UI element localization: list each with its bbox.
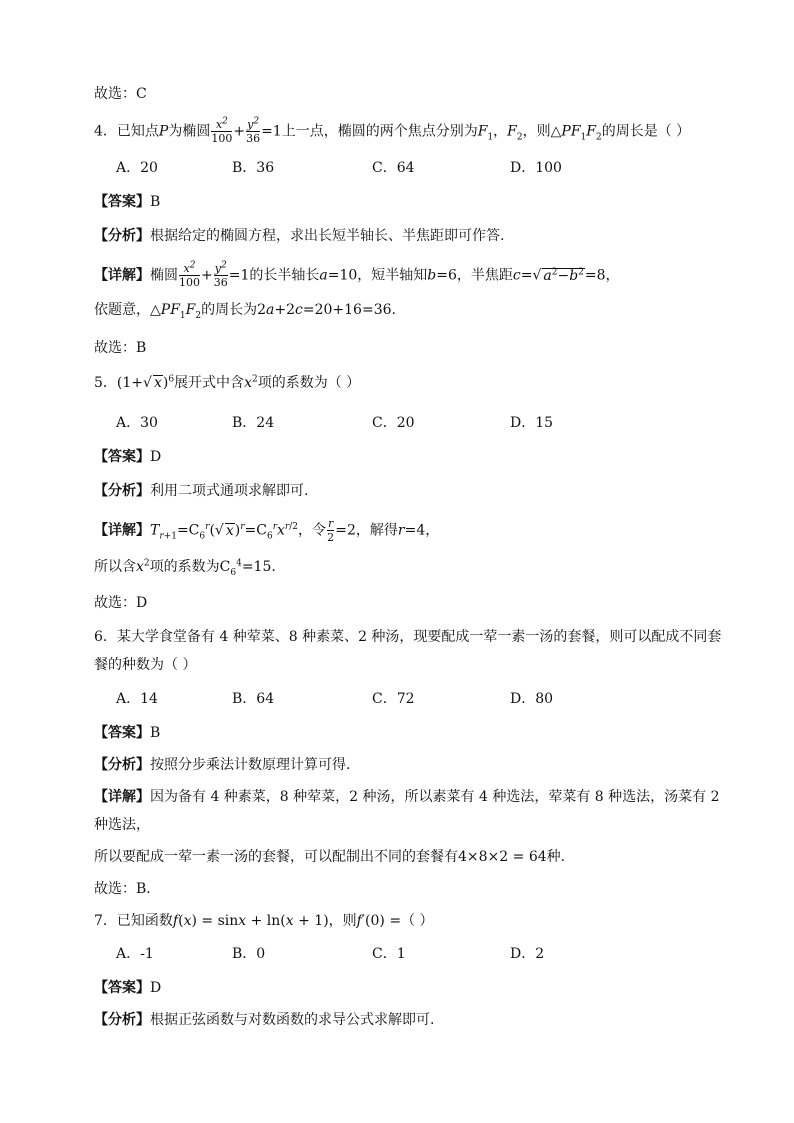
options-q7 [0,944,794,964]
option-a: A．-1 [116,946,154,962]
answer-line: 【答案】B [94,194,161,210]
option-b: B．0 [232,946,266,962]
option-a: A．30 [116,415,158,431]
option-d: D．2 [510,946,545,962]
options-q4 [0,158,794,178]
option-a: A．14 [116,691,158,707]
detail-line: 【详解】椭圆 $\frac{x^2}{100}$ + $\frac{y^2}{36}$ =1的长半轴长a=10，短半轴知b=6，半焦距c=√ $a^2-b^2=8$， [94,260,620,289]
detail-line: 【详解】因为备有 4 种素菜，8 种荤菜，2 种汤，所以素菜有 4 种选法，荤菜有 8 种选法，汤菜有 2 [94,789,720,805]
option-c: C．64 [372,160,415,176]
question-6-cont: 餐的种数为（ ） [94,657,197,673]
analysis-line: 【分析】根据正弦函数与对数函数的求导公式求解即可. [94,1012,435,1028]
question-7: 7．已知函数f(x) = sinx + ln(x + 1)，则f′(0) =（ ） [94,913,434,929]
detail-line: 依题意，$\triangle PF_1F_2$的周长为2a+2c=20+16=36. [94,302,396,321]
text-line: 故选：B． [94,881,161,897]
detail-line: 【详解】$T_{r+1}=C_6^r(√$ $x)^r=C_6^rx^{r/2}$，令 $\frac{r}{2}$ =2，解得r=4， [94,517,440,544]
answer-line: 【答案】D [94,980,162,996]
option-d: D．15 [510,415,554,431]
question-6: 6．某大学食堂备有 4 种荤菜、8 种素菜、2 种汤，现要配成一荤一素一汤的套餐，则可以配成不同套 [94,629,722,645]
detail-line: 种选法， [94,817,150,833]
option-b: B．36 [232,160,275,176]
option-d: D．80 [510,691,554,707]
analysis-line: 【分析】利用二项式通项求解即可. [94,483,309,499]
analysis-line: 【分析】按照分步乘法计数原理计算可得. [94,757,351,773]
answer-line: 【答案】B [94,725,161,741]
options-q6 [0,689,794,709]
detail-line: 所以含$x^2$项的系数为$C_6^4=15$. [94,558,276,578]
question-5: 5．(1+√ x)$^6$展开式中含$x^2$项的系数为（ ） [94,374,361,391]
analysis-line: 【分析】根据给定的椭圆方程，求出长短半轴长、半焦距即可作答. [94,228,505,244]
text-line: 故选：B [94,340,147,356]
detail-line: 所以要配成一荤一素一汤的套餐，可以配制出不同的套餐有4×8×2 = 64种. [94,849,566,865]
text-line: 故选：D [94,595,148,611]
option-c: C．72 [372,691,415,707]
option-c: C．1 [372,946,406,962]
options-q5 [0,413,794,433]
answer-line: 【答案】D [94,449,162,465]
option-b: B．64 [232,691,275,707]
option-b: B．24 [232,415,275,431]
text-line: 故选：C [94,86,147,102]
option-c: C．20 [372,415,415,431]
question-4: 4．已知点P为椭圆 $\frac{x^2}{100}$ + $\frac{y^2}{36}$ =1上一点，椭圆的两个焦点分别为$F_1$，$F_2$，则$\triangle PF_1F_2$的周长是（ ） [94,116,691,145]
option-a: A．20 [116,160,158,176]
option-d: D．100 [510,160,562,176]
